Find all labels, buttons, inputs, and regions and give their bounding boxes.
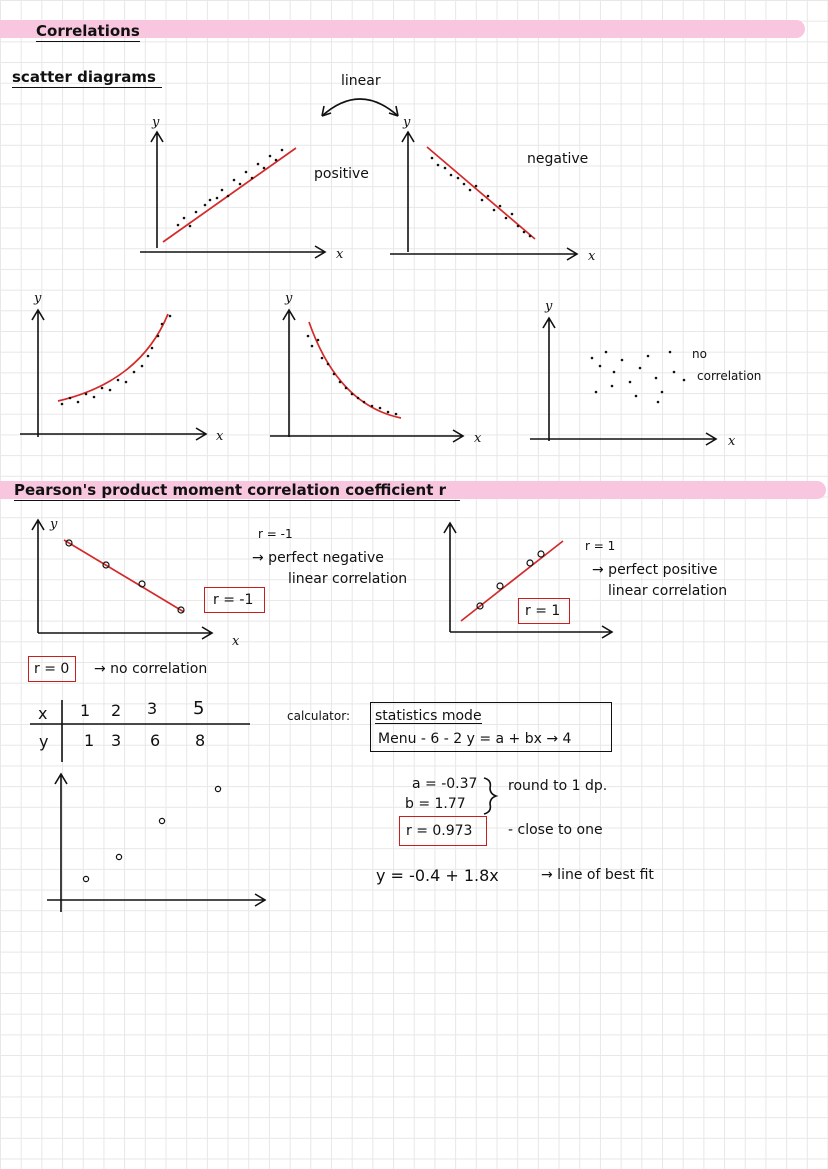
no-correlation-label-line2: correlation (697, 369, 762, 383)
pearson-heading: Pearson's product moment correlation coefficient r (14, 483, 460, 501)
svg-text:x: x (216, 429, 224, 444)
r-one-box-text: r = 1 (525, 603, 561, 619)
table-x-value: 3 (147, 699, 158, 718)
negative-label: negative (527, 151, 589, 167)
perfect-positive-desc-1: → perfect positive (592, 562, 718, 578)
svg-text:y: y (403, 115, 411, 130)
scatter-diagrams-heading: scatter diagrams (12, 70, 162, 88)
a-value: a = -0.37 (412, 776, 478, 792)
svg-text:x: x (232, 634, 240, 649)
b-value: b = 1.77 (405, 796, 466, 812)
linear-label: linear (341, 73, 381, 89)
page-title: Correlations (36, 22, 140, 40)
svg-text:y: y (34, 291, 42, 306)
r-minus-one-label: r = -1 (258, 527, 293, 541)
calculator-mode: statistics mode (375, 708, 482, 724)
svg-text:x: x (588, 249, 596, 264)
table-x-value: 2 (111, 701, 122, 720)
perfect-positive-desc-2: linear correlation (608, 583, 728, 599)
line-of-best-fit-note: → line of best fit (541, 867, 654, 883)
svg-text:x: x (728, 434, 736, 449)
regression-equation: y = -0.4 + 1.8x (376, 866, 499, 885)
table-y-header: y (39, 732, 49, 751)
r-value-note: - close to one (508, 822, 603, 838)
r-value-text: r = 0.973 (406, 823, 473, 839)
positive-label: positive (314, 166, 369, 182)
r-minus-one-box-text: r = -1 (213, 592, 254, 608)
calculator-label: calculator: (287, 709, 350, 723)
table-x-value: 1 (80, 701, 91, 720)
r-one-label: r = 1 (585, 539, 616, 553)
svg-text:y: y (285, 291, 293, 306)
r-zero-box-text: r = 0 (34, 661, 70, 677)
table-x-value: 5 (193, 698, 205, 719)
round-note: round to 1 dp. (508, 778, 608, 794)
svg-text:y: y (545, 299, 553, 314)
table-x-header: x (38, 704, 48, 723)
no-correlation-desc: → no correlation (94, 661, 208, 677)
svg-text:x: x (474, 431, 482, 446)
table-y-value: 3 (111, 731, 122, 750)
perfect-negative-desc-1: → perfect negative (252, 550, 384, 566)
svg-text:x: x (336, 247, 344, 262)
perfect-negative-desc-2: linear correlation (288, 571, 408, 587)
calculator-keys: Menu - 6 - 2 y = a + bx → 4 (378, 731, 572, 747)
svg-text:y: y (50, 517, 58, 532)
table-y-value: 6 (150, 731, 161, 750)
table-y-value: 8 (195, 731, 206, 750)
no-correlation-label-line1: no (692, 347, 707, 361)
table-y-value: 1 (84, 731, 95, 750)
svg-text:y: y (152, 115, 160, 130)
